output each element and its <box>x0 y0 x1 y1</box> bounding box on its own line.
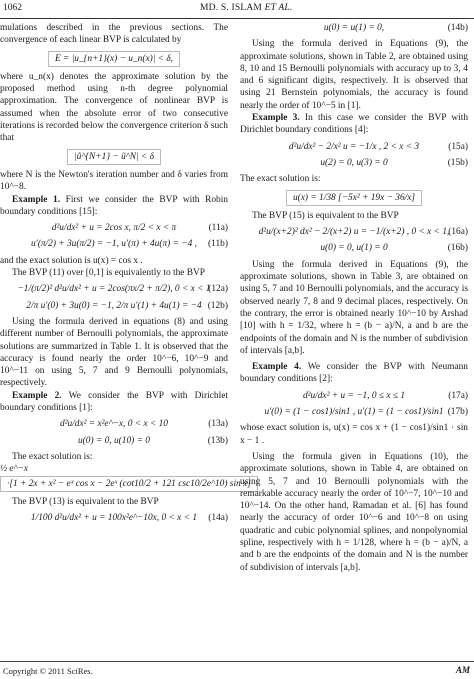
equation-exact-3: u(x) = 1/38 [−5x² + 19x − 36/x] <box>240 190 468 206</box>
journal-abbrev: AM <box>455 665 470 675</box>
paragraph: The BVP (11) over [0,1] is equivalently to the BVP <box>12 268 206 279</box>
header-rule <box>0 18 474 19</box>
equation-iteration: |ũ^{N+1} − ũ^N| < δ <box>0 149 228 165</box>
equation-13a: d²u/dx² = x²e^−x, 0 < x < 10 (13a) <box>60 419 228 430</box>
paragraph: The BVP (15) is equivalent to the BVP <box>252 210 399 221</box>
equation-16a: d²u/(x+2)² dx² − 2/(x+2) u = −1/(x+2) , 0 < x < 1, (16a) <box>258 227 468 238</box>
equation-convergence: E = |u_{n+1}(x) − u_n(x)| < δ, <box>0 51 228 67</box>
paragraph: Using the formula given in Equations (10), the approximate solutions, shown in Table 4, are obtained on using 5, 7 and 10 Bernoulli polynomials with the remarkable accuracy nearly the order of 10^−7, 10^−10 and 10^−14. On the other hand, Ramadan et al. [6] has found nearly the accuracy of order 10^−6 and 10^−8 on using quadratic and cubic polynomial splines, and nonpolynomial spline, respectively with h = 1/128, where h = (b − a)/N, a and b are the endpoints of the domain and N is the number of subdivision of intervals [a,b]. <box>240 451 468 573</box>
equation-13b: u(0) = 0, u(10) = 0 (13b) <box>77 435 228 446</box>
equation-15b: u(2) = 0, u(3) = 0 (15b) <box>320 157 468 168</box>
running-head: MD. S. ISLAM ET AL. <box>200 3 293 13</box>
equation-exact-2: ·[1 + 2x + x² − eˣ cos x − 2eˣ (cot10/2 + 121 csc10/2e^10) sin x] <box>0 476 228 492</box>
example-1-paragraph: Example 1. First we consider the BVP with Robin boundary conditions [15]: <box>0 194 228 217</box>
paragraph: mulations described in the previous sections. The convergence of each linear BVP is calculated by <box>0 23 228 46</box>
equation-14b: u(0) = u(1) = 0, (14b) <box>323 23 468 33</box>
paragraph: where u_n(x) denotes the approximate solution by the proposed method using n-th degree polynomial approximation. The convergence of nonlinear BVP is assumed when the absolute error of two consecutive iterations is recorded below the convergence criterion δ such that <box>0 71 228 144</box>
page-footer <box>0 661 474 679</box>
example-4-paragraph: Example 4. We consider the BVP with Neumann boundary conditions [2]: <box>240 362 468 385</box>
paragraph: Using the formula derived in equations (8) and using different number of Bernoulli polynomials, the approximate solutions are summarized in Table 1. It is observed that the accuracy is found nearly the order 10^−6, 10^−9 and 10^−11 on using 5, 7 and 9 Bernoulli polynomials, respectively. <box>0 316 228 389</box>
example-2-paragraph: Example 2. We consider the BVP with Dirichlet boundary conditions [1]: <box>0 390 228 414</box>
equation-12a: −1/(π/2)² d²u/dx² + u = 2cos(πx/2 + π/2), 0 < x < 1 (12a) <box>17 284 228 295</box>
paragraph: and the exact solution is u(x) = cos x . <box>0 255 143 266</box>
right-column <box>240 22 468 574</box>
equation-11a: d²u/dx² + u = 2cos x, π/2 < x < π (11a) <box>51 223 228 234</box>
equation-exact-2-prefix: ½ e^−x <box>0 464 28 475</box>
left-column <box>0 22 251 524</box>
paragraph: The exact solution is: <box>12 451 93 462</box>
copyright: Copyright © 2011 SciRes. <box>3 666 93 676</box>
equation-17b: u′(0) = (1 − cos1)/sin1 , u′(1) = (1 − cos1)/sin1 (17b) <box>264 407 468 418</box>
equation-11b: u′(π/2) + 3u(π/2) = −1, u′(π) + 4u(π) = −4 , (11b) <box>30 239 228 250</box>
page-number: 1062 <box>3 3 22 13</box>
equation-12b: 2/π u′(0) + 3u(0) = −1, 2/π u′(1) + 4u(1) = −4 (12b) <box>26 300 228 311</box>
equation-15a: d²u/dx² − 2/x² u = −1/x , 2 < x < 3 (15a) <box>288 141 468 152</box>
paragraph: where N is the Newton's iteration number and δ varies from 10^−8. <box>0 169 228 193</box>
paragraph: Using the formula derived in Equations (9), the approximate solutions, shown in Table 3, are obtained on using 5, 7 and 10 Bernoulli polynomials, and the accuracy is observed nearly 7, 8 and 9 decimal places, respectively. On the contrary, the error is obtained nearly 10^−10 by Arshad [10] with h = 1/32, where h = (b − a)/N, a and b are the endpoints of the domain and N is the number of subdivision of intervals [a,b]. <box>240 259 468 356</box>
equation-17a: d²u/dx² + u = −1, 0 ≤ x ≤ 1 (17a) <box>302 390 468 401</box>
paragraph: whose exact solution is, u(x) = cos x + (1 − cos1)/sin1 · sin x − 1 . <box>240 423 468 446</box>
page-header <box>0 0 474 20</box>
example-3-paragraph: Example 3. In this case we consider the BVP with Dirichlet boundary conditions [4]: <box>240 113 469 136</box>
equation-14a: 1/100 d²u/dx² + u = 100x²e^−10x, 0 < x < 1 (14a) <box>30 513 228 524</box>
footer-rule <box>0 661 474 662</box>
equation-16b: u(0) = 0, u(1) = 0 (16b) <box>320 243 468 254</box>
paragraph: The BVP (13) is equivalent to the BVP <box>12 496 159 507</box>
paragraph: The exact solution is: <box>240 174 321 185</box>
paragraph: Using the formula derived in Equations (9), the approximate solutions, shown in Table 2, are obtained using 8, 10 and 15 Bernoulli polynomials with accuracy up to 3, 4 and 6 significant digits, respectively. It is observed that using 21 Bernstein polynomials, the accuracy is found nearly the order of 10^−5 in [1]. <box>240 39 468 111</box>
